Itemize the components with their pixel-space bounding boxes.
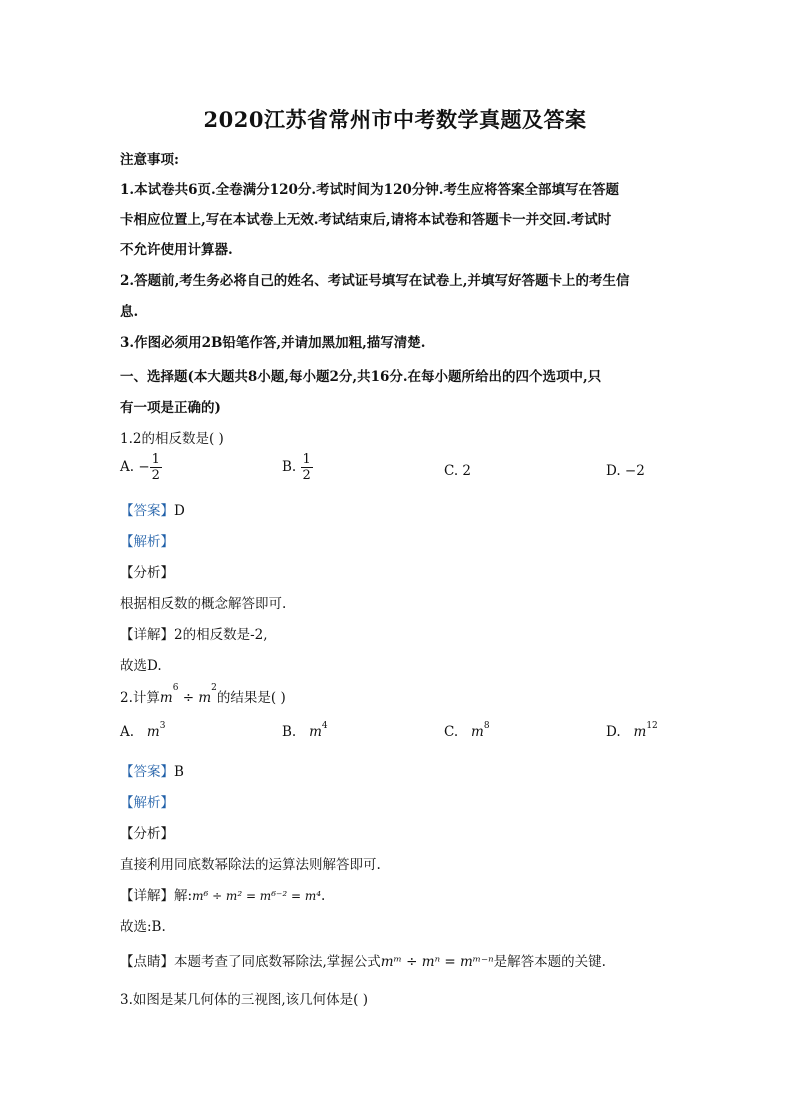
q2-jiexi-tag: 【解析】 xyxy=(120,795,174,811)
q1-stem: 1.2的相反数是( ) xyxy=(120,431,224,447)
answer-tag: 【答案】 xyxy=(120,503,174,519)
q2-fenxi-tag: 【分析】 xyxy=(120,826,174,842)
dianjing-tag: 【点睛】 xyxy=(120,954,174,970)
option-base: m xyxy=(309,724,322,740)
notice-line-2: 卡相应位置上,写在本试卷上无效.考试结束后,请将本试卷和答题卡一并交回.考试时 xyxy=(120,212,612,228)
q2-conclusion: 故选:B. xyxy=(120,919,166,935)
option-base: m xyxy=(146,724,160,740)
q1-option-a-denominator: 2 xyxy=(151,468,160,483)
section-heading-line-2: 有一项是正确的) xyxy=(120,400,221,416)
xiangjie-tag: 【详解】 xyxy=(120,627,174,643)
q1-conclusion: 故选D. xyxy=(120,658,162,674)
page-title: 2020江苏省常州市中考数学真题及答案 xyxy=(203,107,587,132)
q2-xiangjie-expression: m⁶ ÷ m² = m⁶⁻² = m⁴ xyxy=(192,889,322,903)
notice-line-4: 2.答题前,考生务必将自己的姓名、考试证号填写在试卷上,并填写好答题卡上的考生信 xyxy=(120,273,630,289)
q1-answer xyxy=(120,499,185,519)
option-label: C. xyxy=(444,724,459,740)
q2-answer-value: B xyxy=(174,764,184,780)
q2-stem-expression xyxy=(159,683,217,706)
q1-option-a-numerator: 1 xyxy=(151,452,160,467)
option-exponent: 8 xyxy=(483,721,490,731)
option-base: m xyxy=(633,724,647,740)
option-base: m xyxy=(471,724,484,740)
q1-xiangjie xyxy=(120,623,268,643)
q1-option-c: C. 2 xyxy=(444,463,472,479)
q1-option-b-numerator: 1 xyxy=(302,452,311,467)
q2-answer xyxy=(120,760,184,780)
option-label: A. xyxy=(120,724,135,740)
notice-line-1: 1.本试卷共6页.全卷满分120分.考试时间为120分钟.考生应将答案全部填写在答题 xyxy=(120,182,619,198)
notice-line-5: 息. xyxy=(120,304,139,320)
option-label: D. xyxy=(606,724,621,740)
notice-line-6: 3.作图必须用2B铅笔作答,并请加黑加粗,描写清楚. xyxy=(120,335,426,351)
option-exponent: 12 xyxy=(646,721,658,731)
q1-option-a xyxy=(120,452,162,483)
q1-option-b-denominator: 2 xyxy=(302,468,311,483)
notice-heading: 注意事项: xyxy=(120,152,179,168)
q1-option-a-fraction xyxy=(150,452,162,483)
q1-xiangjie-text: 2的相反数是-2, xyxy=(174,627,268,643)
option-exponent: 3 xyxy=(159,721,166,731)
expr-exponent: 2 xyxy=(211,683,217,693)
q2-stem-prefix: 2.计算 xyxy=(120,690,160,706)
q1-jiexi-tag: 【解析】 xyxy=(120,534,174,550)
q2-dianjing-expression: mᵐ ÷ mⁿ = mᵐ⁻ⁿ xyxy=(380,954,494,970)
q2-option-c xyxy=(444,721,490,740)
q1-answer-value: D xyxy=(174,503,185,519)
xiangjie-tag: 【详解】 xyxy=(120,888,174,904)
answer-tag: 【答案】 xyxy=(120,764,174,780)
q1-option-b xyxy=(282,452,313,483)
q2-xiangjie-prefix: 解: xyxy=(174,888,193,904)
q2-xiangjie-suffix: . xyxy=(321,888,326,904)
q2-option-b xyxy=(282,721,328,740)
option-label: B. xyxy=(282,724,297,740)
q1-option-b-fraction xyxy=(301,452,313,483)
q1-option-a-sign: − xyxy=(138,459,150,475)
expr-base: m xyxy=(198,690,212,706)
expr-exponent: 6 xyxy=(172,683,179,693)
expr-base: m xyxy=(159,690,173,706)
q1-fenxi-tag: 【分析】 xyxy=(120,565,174,581)
q2-dianjing-prefix: 本题考查了同底数幂除法,掌握公式 xyxy=(174,954,381,970)
section-heading-line-1: 一、选择题(本大题共8小题,每小题2分,共16分.在每小题所给出的四个选项中,只 xyxy=(120,369,602,385)
q1-option-b-label: B. xyxy=(282,459,297,475)
q2-analysis: 直接利用同底数幂除法的运算法则解答即可. xyxy=(120,857,381,873)
q1-option-d: D. −2 xyxy=(606,463,645,479)
q2-stem-suffix: 的结果是( ) xyxy=(216,690,286,706)
notice-line-3: 不允许使用计算器. xyxy=(120,242,233,258)
expr-operator: ÷ xyxy=(178,690,199,706)
option-exponent: 4 xyxy=(321,721,328,731)
q3-stem: 3.如图是某几何体的三视图,该几何体是( ) xyxy=(120,992,368,1008)
q2-option-d xyxy=(606,721,658,740)
q2-xiangjie xyxy=(120,884,325,904)
q2-stem xyxy=(120,683,286,706)
q2-dianjing-suffix: 是解答本题的关键. xyxy=(493,954,606,970)
q1-analysis: 根据相反数的概念解答即可. xyxy=(120,596,287,612)
q2-option-a xyxy=(120,721,166,740)
q2-dianjing xyxy=(120,950,606,970)
q1-option-a-label: A. xyxy=(120,459,135,475)
